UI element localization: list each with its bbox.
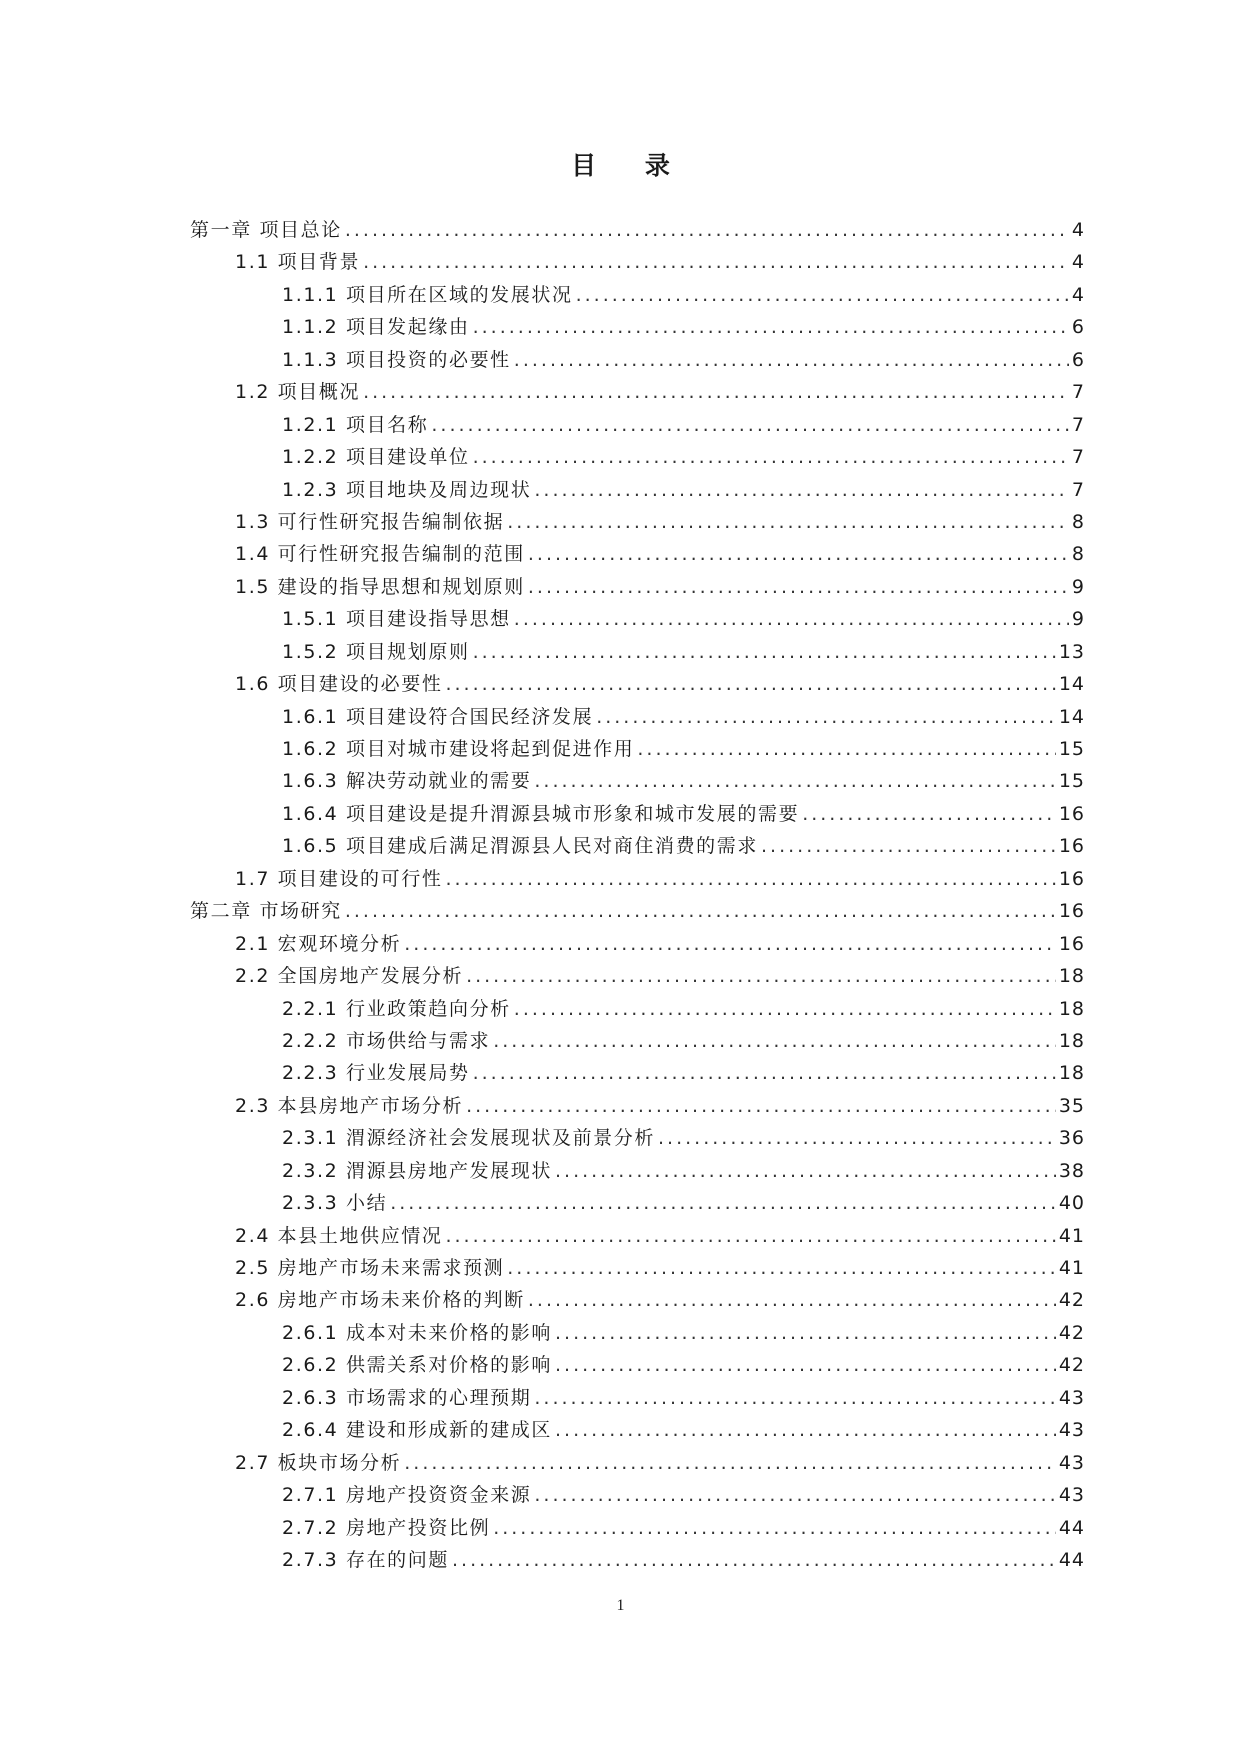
toc-entry[interactable] xyxy=(190,1480,1085,1512)
toc-leader-dots xyxy=(637,738,1055,760)
toc-leader-dots xyxy=(534,1484,1055,1506)
toc-entry[interactable] xyxy=(190,1383,1085,1415)
toc-entry-label: 2.7.3 存在的问题 xyxy=(282,1548,449,1571)
toc-leader-dots xyxy=(576,284,1069,306)
toc-entry[interactable] xyxy=(190,312,1085,344)
toc-leader-dots xyxy=(555,1419,1056,1441)
toc-entry-label: 1.5 建设的指导思想和规划原则 xyxy=(235,575,525,598)
toc-leader-dots xyxy=(404,1452,1056,1474)
toc-entry-page: 42 xyxy=(1058,1289,1085,1312)
toc-entry-label: 2.7 板块市场分析 xyxy=(235,1451,402,1474)
toc-entry[interactable] xyxy=(190,377,1085,409)
toc-leader-dots xyxy=(363,381,1069,403)
toc-leader-dots xyxy=(528,576,1069,598)
toc-leader-dots xyxy=(596,706,1056,728)
toc-entry[interactable] xyxy=(190,247,1085,279)
toc-leader-dots xyxy=(507,1257,1056,1279)
toc-leader-dots xyxy=(466,1095,1056,1117)
toc-entry-page: 43 xyxy=(1058,1484,1085,1507)
toc-entry-page: 13 xyxy=(1058,640,1085,663)
toc-entry-page: 35 xyxy=(1058,1094,1085,1117)
toc-leader-dots xyxy=(493,1517,1056,1539)
toc-entry-label: 1.1.2 项目发起缘由 xyxy=(282,316,470,339)
toc-entry-label: 2.4 本县土地供应情况 xyxy=(235,1224,443,1247)
toc-entry-label: 第二章 市场研究 xyxy=(190,900,342,923)
toc-leader-dots xyxy=(431,414,1069,436)
toc-entry-label: 2.3.3 小结 xyxy=(282,1192,388,1215)
toc-leader-dots xyxy=(555,1322,1056,1344)
toc-entry[interactable] xyxy=(190,1415,1085,1447)
toc-leader-dots xyxy=(390,1192,1056,1214)
toc-leader-dots xyxy=(466,965,1056,987)
toc-entry-page: 6 xyxy=(1071,316,1085,339)
toc-entry-label: 1.1.3 项目投资的必要性 xyxy=(282,348,511,371)
toc-leader-dots xyxy=(404,933,1056,955)
toc-entry-label: 2.6 房地产市场未来价格的判断 xyxy=(235,1289,525,1312)
toc-entry-label: 1.6.3 解决劳动就业的需要 xyxy=(282,770,532,793)
toc-entry-label: 1.2 项目概况 xyxy=(235,381,361,404)
toc-entry[interactable] xyxy=(190,1026,1085,1058)
toc-entry-page: 41 xyxy=(1058,1224,1085,1247)
toc-entry[interactable] xyxy=(190,604,1085,636)
toc-entry-label: 1.6 项目建设的必要性 xyxy=(235,673,443,696)
toc-entry[interactable] xyxy=(190,637,1085,669)
toc-entry[interactable] xyxy=(190,1123,1085,1155)
toc-entry-page: 4 xyxy=(1071,219,1085,241)
toc-entry[interactable] xyxy=(190,669,1085,701)
toc-leader-dots xyxy=(534,1387,1055,1409)
toc-entry-label: 1.6.5 项目建成后满足渭源县人民对商住消费的需求 xyxy=(282,835,758,858)
toc-leader-dots xyxy=(534,770,1055,792)
toc-entry-label: 1.3 可行性研究报告编制依据 xyxy=(235,510,505,533)
toc-leader-dots xyxy=(445,868,1055,890)
toc-entry-page: 43 xyxy=(1058,1386,1085,1409)
toc-entry-label: 1.6.4 项目建设是提升渭源县城市形象和城市发展的需要 xyxy=(282,802,800,825)
toc-entry-label: 2.6.3 市场需求的心理预期 xyxy=(282,1386,532,1409)
toc-entry-label: 2.6.1 成本对未来价格的影响 xyxy=(282,1321,552,1344)
toc-entry[interactable] xyxy=(190,410,1085,442)
toc-entry[interactable] xyxy=(190,1253,1085,1285)
toc-entry-label: 第一章 项目总论 xyxy=(190,219,342,241)
toc-entry-label: 1.6.1 项目建设符合国民经济发展 xyxy=(282,705,594,728)
toc-entry[interactable] xyxy=(190,799,1085,831)
toc-entry-page: 15 xyxy=(1058,738,1085,760)
toc-entry[interactable] xyxy=(190,1513,1085,1545)
toc-entry-page: 7 xyxy=(1071,381,1085,404)
toc-entry-label: 2.3.1 渭源经济社会发展现状及前景分析 xyxy=(282,1127,655,1150)
toc-entry-label: 2.3 本县房地产市场分析 xyxy=(235,1094,464,1117)
toc-entry[interactable] xyxy=(190,1221,1085,1253)
toc-entry-label: 2.2.3 行业发展局势 xyxy=(282,1062,470,1085)
toc-entry-page: 43 xyxy=(1058,1419,1085,1442)
toc-entry-label: 1.6.2 项目对城市建设将起到促进作用 xyxy=(282,738,635,760)
toc-entry-page: 16 xyxy=(1058,900,1085,923)
toc-entry[interactable] xyxy=(190,280,1085,312)
toc-entry-label: 1.5.1 项目建设指导思想 xyxy=(282,608,511,631)
toc-entry-label: 1.1 项目背景 xyxy=(235,251,361,274)
toc-entry[interactable] xyxy=(190,345,1085,377)
toc-entry[interactable] xyxy=(190,734,1085,766)
toc-leader-dots xyxy=(493,1030,1056,1052)
toc-entry-label: 1.2.2 项目建设单位 xyxy=(282,446,470,469)
toc-entry-page: 8 xyxy=(1071,543,1085,566)
toc-leader-dots xyxy=(658,1127,1056,1149)
toc-entry-label: 2.5 房地产市场未来需求预测 xyxy=(235,1257,505,1279)
toc-entry-page: 18 xyxy=(1058,1029,1085,1052)
toc-entry-label: 2.6.2 供需关系对价格的影响 xyxy=(282,1354,552,1377)
toc-entry-label: 2.3.2 渭源县房地产发展现状 xyxy=(282,1159,552,1182)
toc-leader-dots xyxy=(363,251,1069,273)
toc-entry[interactable] xyxy=(190,994,1085,1026)
toc-entry[interactable] xyxy=(190,1545,1085,1577)
toc-entry-page: 18 xyxy=(1058,997,1085,1020)
toc-entry-page: 44 xyxy=(1058,1548,1085,1571)
toc-leader-dots xyxy=(473,316,1069,338)
toc-entry-page: 18 xyxy=(1058,965,1085,988)
toc-entry[interactable] xyxy=(190,1350,1085,1382)
toc-entry-page: 7 xyxy=(1071,478,1085,501)
toc-leader-dots xyxy=(514,998,1056,1020)
page-title: 目 录 xyxy=(571,151,690,180)
toc-entry[interactable] xyxy=(190,961,1085,993)
toc-entry[interactable] xyxy=(190,929,1085,961)
toc-leader-dots xyxy=(761,835,1056,857)
toc-leader-dots xyxy=(473,1062,1056,1084)
toc-leader-dots xyxy=(473,446,1069,468)
toc-entry-page: 14 xyxy=(1058,705,1085,728)
toc-entry[interactable] xyxy=(190,831,1085,863)
toc-entry-page: 36 xyxy=(1058,1127,1085,1150)
toc-leader-dots xyxy=(445,673,1055,695)
toc-leader-dots xyxy=(473,641,1056,663)
toc-entry-label: 2.7.2 房地产投资比例 xyxy=(282,1516,491,1539)
toc-entry[interactable] xyxy=(190,1156,1085,1188)
toc-entry-label: 1.2.1 项目名称 xyxy=(282,413,429,436)
toc-entry[interactable] xyxy=(190,1318,1085,1350)
toc-entry-page: 42 xyxy=(1058,1321,1085,1344)
toc-leader-dots xyxy=(555,1160,1056,1182)
toc-entry[interactable] xyxy=(190,442,1085,474)
toc-entry[interactable] xyxy=(190,896,1085,928)
toc-leader-dots xyxy=(345,219,1069,241)
toc-entry-page: 7 xyxy=(1071,413,1085,436)
toc-leader-dots xyxy=(452,1549,1056,1571)
toc-entry-page: 9 xyxy=(1071,575,1085,598)
toc-leader-dots xyxy=(528,543,1069,565)
toc-leader-dots xyxy=(514,349,1069,371)
toc-entry-label: 2.7.1 房地产投资资金来源 xyxy=(282,1484,532,1507)
toc-entry-label: 1.4 可行性研究报告编制的范围 xyxy=(235,543,525,566)
toc-entry-label: 2.1 宏观环境分析 xyxy=(235,932,402,955)
toc-leader-dots xyxy=(555,1354,1056,1376)
toc-leader-dots xyxy=(445,1225,1055,1247)
toc-entry-label: 1.2.3 项目地块及周边现状 xyxy=(282,478,532,501)
toc-entry[interactable] xyxy=(190,507,1085,539)
toc-entry-page: 16 xyxy=(1058,802,1085,825)
toc-entry-page: 9 xyxy=(1071,608,1085,631)
toc-entry-page: 44 xyxy=(1058,1516,1085,1539)
table-of-contents xyxy=(190,215,1085,1577)
toc-entry-page: 8 xyxy=(1071,510,1085,533)
toc-entry-label: 1.5.2 项目规划原则 xyxy=(282,640,470,663)
toc-entry-page: 16 xyxy=(1058,867,1085,890)
toc-entry-page: 4 xyxy=(1071,283,1085,306)
toc-entry-label: 2.2.1 行业政策趋向分析 xyxy=(282,997,511,1020)
toc-leader-dots xyxy=(802,803,1056,825)
toc-entry-page: 14 xyxy=(1058,673,1085,696)
toc-entry[interactable] xyxy=(190,702,1085,734)
toc-entry-page: 4 xyxy=(1071,251,1085,274)
toc-entry-page: 16 xyxy=(1058,835,1085,858)
toc-entry-page: 15 xyxy=(1058,770,1085,793)
toc-entry[interactable] xyxy=(190,766,1085,798)
toc-entry-page: 7 xyxy=(1071,446,1085,469)
toc-entry-page: 41 xyxy=(1058,1257,1085,1279)
toc-entry-page: 16 xyxy=(1058,932,1085,955)
toc-entry[interactable] xyxy=(190,1285,1085,1317)
toc-entry-label: 1.7 项目建设的可行性 xyxy=(235,867,443,890)
toc-entry-label: 2.2.2 市场供给与需求 xyxy=(282,1029,491,1052)
toc-entry[interactable] xyxy=(190,572,1085,604)
toc-leader-dots xyxy=(534,479,1069,501)
toc-entry[interactable] xyxy=(190,864,1085,896)
toc-entry-page: 43 xyxy=(1058,1451,1085,1474)
toc-leader-dots xyxy=(507,511,1069,533)
toc-entry[interactable] xyxy=(190,1091,1085,1123)
toc-entry-page: 18 xyxy=(1058,1062,1085,1085)
toc-entry-label: 2.6.4 建设和形成新的建成区 xyxy=(282,1419,552,1442)
toc-entry-label: 1.1.1 项目所在区域的发展状况 xyxy=(282,283,573,306)
toc-entry[interactable] xyxy=(190,1188,1085,1220)
toc-entry-page: 40 xyxy=(1058,1192,1085,1215)
toc-leader-dots xyxy=(514,608,1069,630)
toc-entry[interactable] xyxy=(190,1448,1085,1480)
toc-leader-dots xyxy=(345,900,1056,922)
toc-entry-page: 6 xyxy=(1071,348,1085,371)
toc-entry[interactable] xyxy=(190,475,1085,507)
toc-entry-label: 2.2 全国房地产发展分析 xyxy=(235,965,464,988)
toc-entry[interactable] xyxy=(190,215,1085,247)
toc-entry-page: 42 xyxy=(1058,1354,1085,1377)
toc-entry[interactable] xyxy=(190,539,1085,571)
toc-entry-page: 38 xyxy=(1058,1159,1085,1182)
toc-entry[interactable] xyxy=(190,1058,1085,1090)
page-number: 1 xyxy=(616,1597,625,1614)
toc-leader-dots xyxy=(528,1289,1056,1311)
